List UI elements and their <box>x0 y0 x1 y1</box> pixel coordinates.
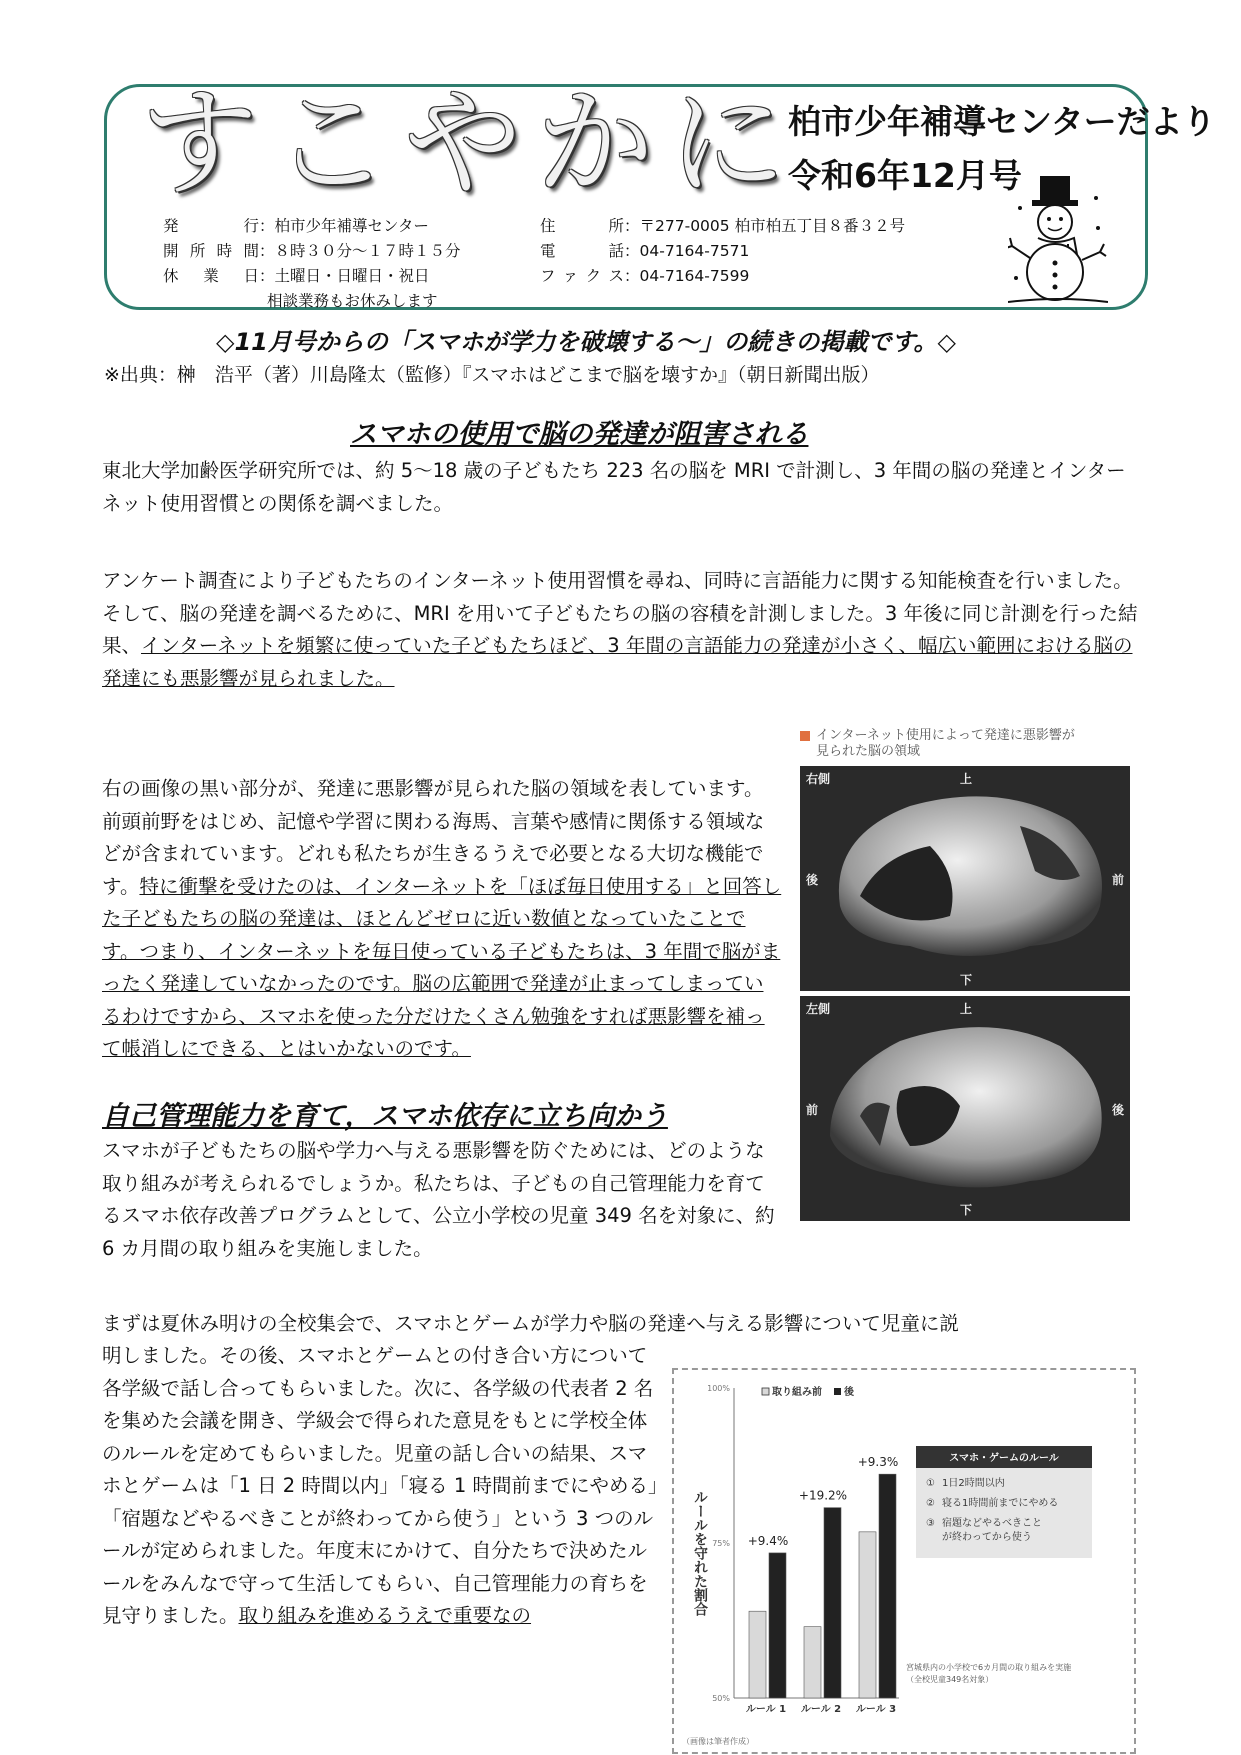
legend-swatch-after <box>834 1388 841 1395</box>
paragraph-assembly-line1: まずは夏休み明けの全校集会で、スマホとゲームが学力や脳の発達へ与える影響について児童に説 <box>102 1312 959 1335</box>
info-row: 電話 ： 04-7164-7571 <box>540 242 750 260</box>
paragraph-assembly-rest: 明しました。その後、スマホとゲームとの付き合い方について各学級で話し合ってもらいました。次に、各学級の代表者 2 名を集めた会議を開き、学級会で得られた意見をもとに学校全体のルールを定めてもらいました。児童の話し合いの結果、スマホとゲームは「1 日 2 時間以内」「寝る 1 時間前までにやめる」「宿題などやるべきことが終わってから使う」という 3 つのルールが定められました。年度末にかけて、自分たちで決めたルールをみんなで守って生活してもらい、自己管理能力の育ちを見守りました。取り組みを進めるうえで重要なの <box>102 1344 658 1627</box>
section-title-brain-development: スマホの使用で脳の発達が阻害される <box>350 419 809 450</box>
rule-text: 宿題などやるべきことが終わってから使う <box>942 1518 1042 1543</box>
paragraph-brain-image: 右の画像の黒い部分が、発達に悪影響が見られた脳の領域を表しています。前頭前野をはじめ、記憶や学習に関わる海馬、言葉や感情に関係する領域などが含まれています。どれも私たちが生きるうえで必要となる大切な機能です。特に衝撃を受けたのは、インターネットを「ほぼ毎日使用する」と回答した子どもたちの脳の発達は、ほとんどゼロに近い数値となっていたことです。つまり、インターネットを毎日使っている子どもたちは、3 年間で脳がまったく発達していなかったのです。脳の広範囲で発達が止まってしまっているわけですから、スマホを使った分だけたくさん勉強をすれば悪影響を補って帳消しにできる、とはいかないのです。 <box>102 777 782 1060</box>
newsletter-name: 柏市少年補導センターだより <box>788 102 1216 141</box>
section-title-self-management: 自己管理能力を育て，スマホ依存に立ち向かう <box>102 1101 668 1132</box>
bar-before-3 <box>859 1532 876 1698</box>
legend-label-before: 取り組み前 <box>772 1387 822 1398</box>
brain-image-left: 左側 上 前 後 下 <box>800 996 1130 1221</box>
y-tick-label: 50% <box>712 1694 730 1703</box>
snowman-icon <box>1008 168 1108 308</box>
rules-bar-chart <box>674 1370 1134 1752</box>
legend-label-after: 後 <box>844 1387 854 1398</box>
x-tick-label: ルール 3 <box>855 1704 897 1715</box>
x-tick-label: ルール 1 <box>745 1704 787 1715</box>
info-row: 開所時間 ： ８時３０分～１７時１５分 <box>163 242 461 260</box>
rule-text: 1日2時間以内 <box>942 1478 1005 1489</box>
paragraph-program-intro: スマホが子どもたちの脳や学力へ与える悪影響を防ぐためには、どのような取り組みが考えられるでしょうか。私たちは、子どもの自己管理能力を育てるスマホ依存改善プログラムとして、公立小学校の児童 349 名を対象に、約 6 カ月間の取り組みを実施しました。 <box>102 1139 775 1260</box>
info-row: 相談業務もお休みします <box>267 292 438 310</box>
increase-label-3: +9.3% <box>857 1455 899 1470</box>
increase-label-1: +9.4% <box>747 1533 789 1548</box>
chart-credit: （画像は筆者作成） <box>682 1737 754 1746</box>
publisher-info <box>163 214 461 314</box>
rule-text: 寝る1時間前までにやめる <box>942 1498 1059 1509</box>
bar-after-1 <box>769 1553 786 1698</box>
paragraph-survey: アンケート調査により子どもたちのインターネット使用習慣を尋ね、同時に言語能力に関する知能検査を行いました。そして、脳の発達を調べるために、MRI を用いて子どもたちの脳の容積を計測しました。3 年後に同じ計測を行った結果、インターネットを頻繁に使っていた子どもたちほど、3 年間の言語能力の発達が小さく、幅広い範囲における脳の発達にも悪影響が見られました。 <box>102 569 1138 690</box>
issue-date: 令和6年12月号 <box>788 156 1022 195</box>
masthead-title: すこやかに <box>140 74 801 212</box>
continuation-notice: ◇11月号からの「スマホが学力を破壊する～」の続きの掲載です。◇ <box>216 328 956 356</box>
info-row: 住所 ： 〒277-0005 柏市柏五丁目８番３２号 <box>540 217 906 235</box>
brain-figure <box>800 728 1130 1217</box>
bar-after-2 <box>824 1508 841 1698</box>
y-tick-label: 75% <box>712 1539 730 1548</box>
bar-before-1 <box>749 1611 766 1698</box>
source-citation: ※出典：榊 浩平（著）川島隆太（監修）『スマホはどこまで脳を壊すか』（朝日新聞出版） <box>104 364 880 386</box>
rule-number: ② <box>926 1498 935 1509</box>
y-tick-label: 100% <box>707 1384 730 1393</box>
chart-note: 宮城県内の小学校で6カ月間の取り組みを実施（全校児童349名対象） <box>906 1663 1072 1684</box>
x-tick-label: ルール 2 <box>800 1704 842 1715</box>
rule-number: ③ <box>926 1518 935 1529</box>
increase-label-2: +19.2% <box>798 1488 848 1503</box>
bar-after-3 <box>879 1474 896 1698</box>
rules-chart-box <box>672 1368 1136 1754</box>
info-row: 休業日 ： 土曜日・日曜日・祝日 <box>163 267 430 285</box>
contact-info <box>540 214 905 289</box>
brain-figure-caption: インターネット使用によって発達に悪影響が見られた脳の領域 <box>800 728 1130 760</box>
info-row: 発行 ： 柏市少年補導センター <box>163 217 429 235</box>
paragraph-study-intro: 東北大学加齢医学研究所では、約 5～18 歳の子どもたち 223 名の脳を MRI で計測し、3 年間の脳の発達とインターネット使用習慣との関係を調べました。 <box>102 459 1126 515</box>
info-row: ファクス ： 04-7164-7599 <box>540 267 750 285</box>
bar-before-2 <box>804 1627 821 1698</box>
brain-image-right: 右側 上 後 前 下 <box>800 766 1130 991</box>
y-axis-label: ルールを守れた割合 <box>692 1490 708 1616</box>
rules-box-title: スマホ・ゲームのルール <box>949 1453 1059 1464</box>
rule-number: ① <box>926 1478 935 1489</box>
legend-swatch-before <box>762 1388 769 1395</box>
